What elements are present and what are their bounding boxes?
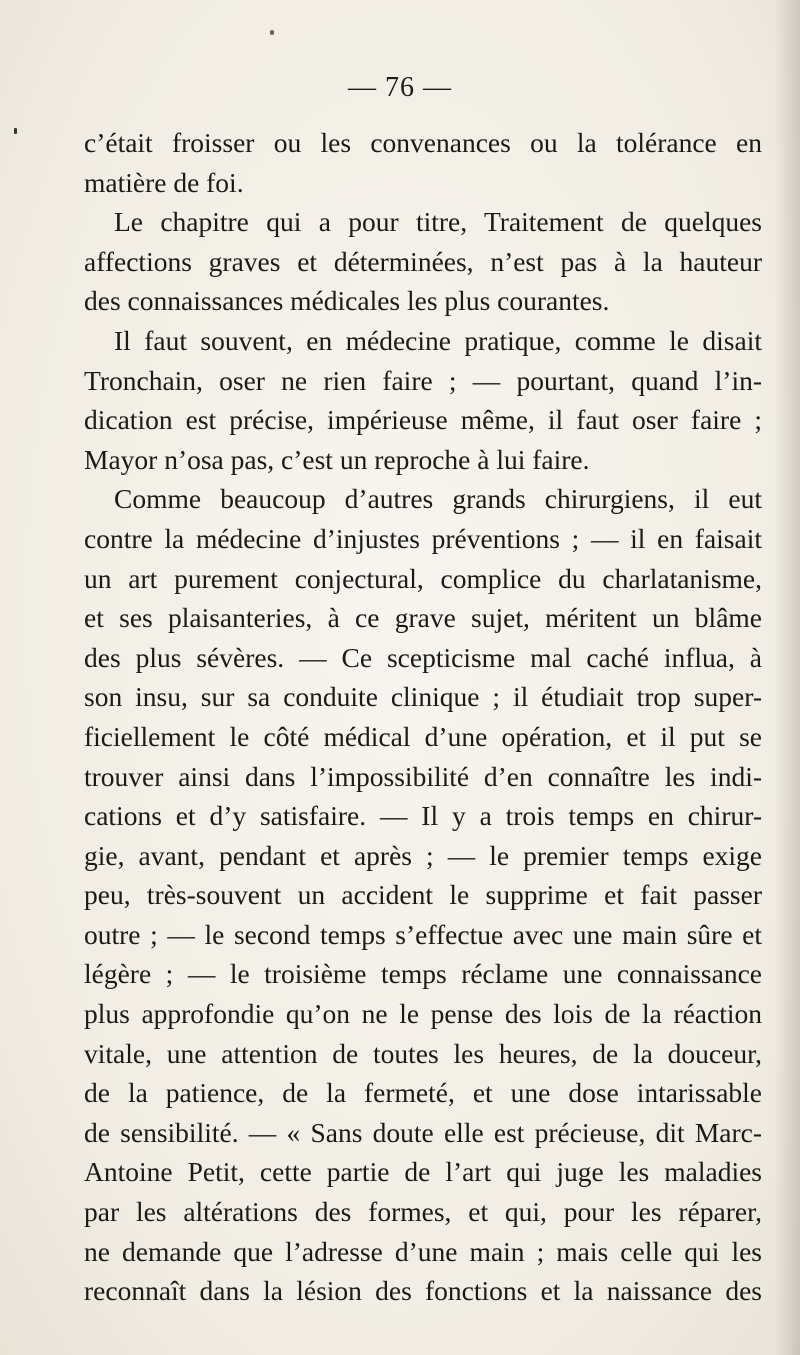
text-line: vitale, une attention de toutes les heures, de la douceur, [84,1037,762,1069]
text-line: Tronchain, oser ne rien faire ; — pourtant, quand l’in- [84,364,762,396]
text-line: légère ; — le troisième temps réclame une connaissance [84,958,762,990]
margin-speck [14,128,17,134]
text-line: trouver ainsi dans l’impossibilité d’en connaître les indi- [84,760,762,792]
text-line: par les altérations des formes, et qui, pour les réparer, [84,1196,762,1228]
text-line: outre ; — le second temps s’effectue avec une main sûre et [84,918,762,950]
text-line: et ses plaisanteries, à ce grave sujet, méritent un blâme [84,602,762,634]
text-line: de sensibilité. — « Sans doute elle est précieuse, dit Marc- [84,1116,762,1148]
text-line: reconnaît dans la lésion des fonctions et la naissance des [84,1275,762,1307]
top-speck [270,30,274,35]
text-line: des plus sévères. — Ce scepticisme mal caché influa, à [84,641,762,673]
page-edge-shadow [774,0,800,1355]
text-line: un art purement conjectural, complice du charlatanisme, [84,562,762,594]
text-line: son insu, sur sa conduite clinique ; il étudiait trop super- [84,681,762,713]
text-line: Le chapitre qui a pour titre, Traitement de quelques [114,206,762,238]
text-line: matière de foi. [84,166,244,198]
text-line: ficiellement le côté médical d’une opération, et il put se [84,720,762,752]
text-line: ne demande que l’adresse d’une main ; mais celle qui les [84,1235,762,1267]
text-line: Comme beaucoup d’autres grands chirurgiens, il eut [114,483,762,515]
text-line: peu, très-souvent un accident le supprime et fait passer [84,879,762,911]
text-line: dication est précise, impérieuse même, il faut oser faire ; [84,404,762,436]
text-line: de la patience, de la fermeté, et une dose intarissable [84,1077,762,1109]
text-line: gie, avant, pendant et après ; — le premier temps exige [84,839,762,871]
page-number: — 76 — [348,72,452,103]
text-line: des connaissances médicales les plus courantes. [84,285,610,317]
text-line: plus approfondie qu’on ne le pense des lois de la réaction [84,998,762,1030]
body-text [84,123,762,1311]
text-line: Mayor n’osa pas, c’est un reproche à lui faire. [84,443,590,475]
text-line: Antoine Petit, cette partie de l’art qui juge les maladies [84,1156,762,1188]
text-line: contre la médecine d’injustes préventions ; — il en faisait [84,522,762,554]
text-line: affections graves et déterminées, n’est pas à la hauteur [84,245,762,277]
text-line: cations et d’y satisfaire. — Il y a trois temps en chirur- [84,800,762,832]
text-line: Il faut souvent, en médecine pratique, comme le disait [114,324,762,356]
text-line: c’était froisser ou les convenances ou la tolérance en [84,127,762,158]
